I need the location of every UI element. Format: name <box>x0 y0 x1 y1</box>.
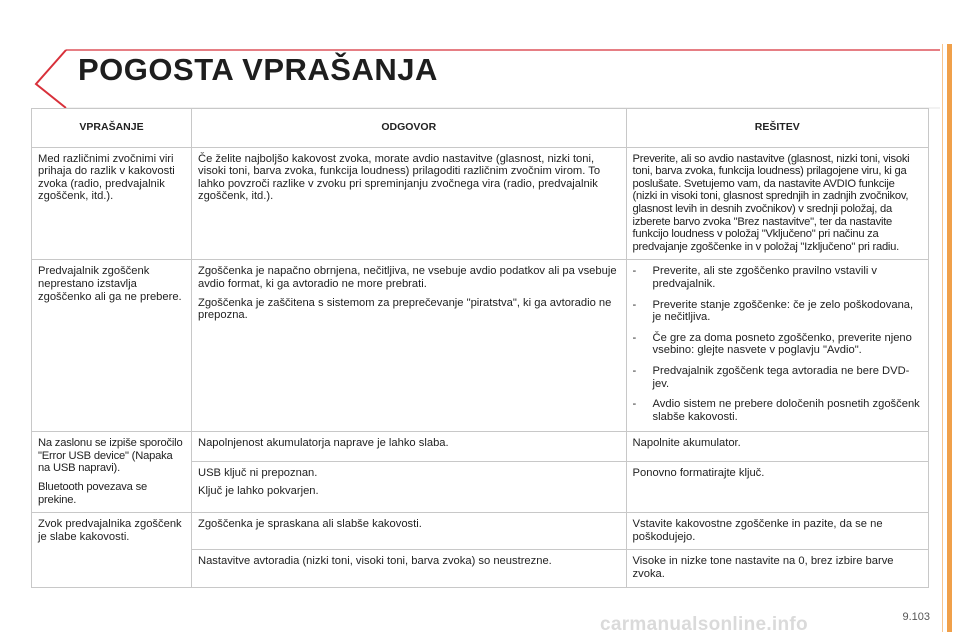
question-text: Na zaslonu se izpiše sporočilo "Error USB device" (Napaka na USB napravi). <box>38 437 183 475</box>
answer-text: Zgoščenka je zaščitena s sistemom za preprečevanje "piratstva", ki ga avtoradio ne prepozna. <box>197 296 612 322</box>
table-row <box>32 432 929 461</box>
side-accent-bar <box>947 44 952 632</box>
header-answer: ODGOVOR <box>191 109 626 148</box>
solution-list-item: - Avdio sistem ne prebere določenih posnetih zgoščenk slabše kakovosti. <box>633 398 922 423</box>
table-row <box>32 513 929 550</box>
question-cell: Med različnimi zvočnimi viri prihaja do razlik v kakovosti zvoka (radio, predvajalnik zgoščenk, itd.). <box>32 147 192 260</box>
answer-cell <box>191 147 626 260</box>
question-cell: Zvok predvajalnika zgoščenk je slabe kakovosti. <box>32 513 192 587</box>
solution-cell: Napolnite akumulator. <box>626 432 928 461</box>
answer-cell <box>191 432 626 461</box>
question-text: Bluetooth povezava se prekine. <box>38 481 147 506</box>
header-question: VPRAŠANJE <box>32 109 192 148</box>
solution-list-item: - Predvajalnik zgoščenk tega avtoradia ne bere DVD-jev. <box>633 365 922 390</box>
question-cell <box>32 432 192 513</box>
table-row <box>32 260 929 432</box>
solution-list-item: - Preverite, ali ste zgoščenko pravilno vstavili v predvajalnik. <box>633 265 922 290</box>
answer-cell <box>191 260 626 432</box>
faq-table <box>31 108 929 588</box>
answer-text: Če želite najboljšo kakovost zvoka, morate avdio nastavitve (glasnost, nizki toni, visoki toni, barva zvoka, funkcija loudness) prilagoditi različnim zvočnim virom. To lahko povzroči razlike v zvoku pri spreminjanju zvočnega vira (radio, predvajalnik zgoščenk, itd.). <box>197 152 601 203</box>
answer-cell <box>191 461 626 513</box>
page-number: 9.103 <box>902 611 930 623</box>
answer-text: Napolnjenost akumulatorja naprave je lahko slaba. <box>197 437 449 450</box>
side-accent-line <box>942 44 943 632</box>
answer-text: Zgoščenka je spraskana ali slabše kakovosti. <box>197 518 422 531</box>
answer-text: Nastavitve avtoradia (nizki toni, visoki toni, barva zvoka) so neustrezne. <box>197 555 552 568</box>
solution-cell: Vstavite kakovostne zgoščenke in pazite, da se ne poškodujejo. <box>626 513 928 550</box>
solution-list <box>633 265 922 423</box>
answer-cell <box>191 550 626 587</box>
header-solution: REŠITEV <box>626 109 928 148</box>
solution-list-item: - Preverite stanje zgoščenke: če je zelo poškodovana, je nečitljiva. <box>633 299 922 324</box>
answer-text: USB ključ ni prepoznan. <box>197 466 318 479</box>
page-title: POGOSTA VPRAŠANJA <box>78 52 438 87</box>
answer-text: Zgoščenka je napačno obrnjena, nečitljiva, ne vsebuje avdio podatkov ali pa vsebuje avdio format, ki ga avtoradio ne more prebrati. <box>197 265 617 290</box>
answer-cell <box>191 513 626 550</box>
solution-list-item: - Če gre za doma posneto zgoščenko, preverite njeno vsebino: glejte nasvete v poglavju "Avdio". <box>633 332 922 357</box>
table-row <box>32 147 929 260</box>
question-cell: Predvajalnik zgoščenk neprestano izstavlja zgoščenko ali ga ne prebere. <box>32 260 192 432</box>
solution-cell: Preverite, ali so avdio nastavitve (glasnost, nizki toni, visoki toni, barva zvoka, funkcija loudness) prilagojene viru, ki ga poslušate. Svetujemo vam, da nastavite AVDIO funkcije (nizki in visoki toni, glasnost sprednjih in zadnjih zvočnikov, glasnost levih in desnih zvočnikov) v srednji položaj, da izberete barvo zvoka "Brez nastavitve", ter da nastavite funkcijo loudness v položaj "Vključeno" pri načinu za predvajanje zgoščenke in v položaj "Izključeno" pri radiu. <box>626 147 928 260</box>
solution-cell: Visoke in nizke tone nastavite na 0, brez izbire barve zvoka. <box>626 550 928 587</box>
table-header-row <box>32 109 929 148</box>
solution-cell: Ponovno formatirajte ključ. <box>626 461 928 513</box>
solution-cell <box>626 260 928 432</box>
answer-text: Ključ je lahko pokvarjen. <box>197 485 319 498</box>
watermark: carmanualsonline.info <box>600 614 808 635</box>
